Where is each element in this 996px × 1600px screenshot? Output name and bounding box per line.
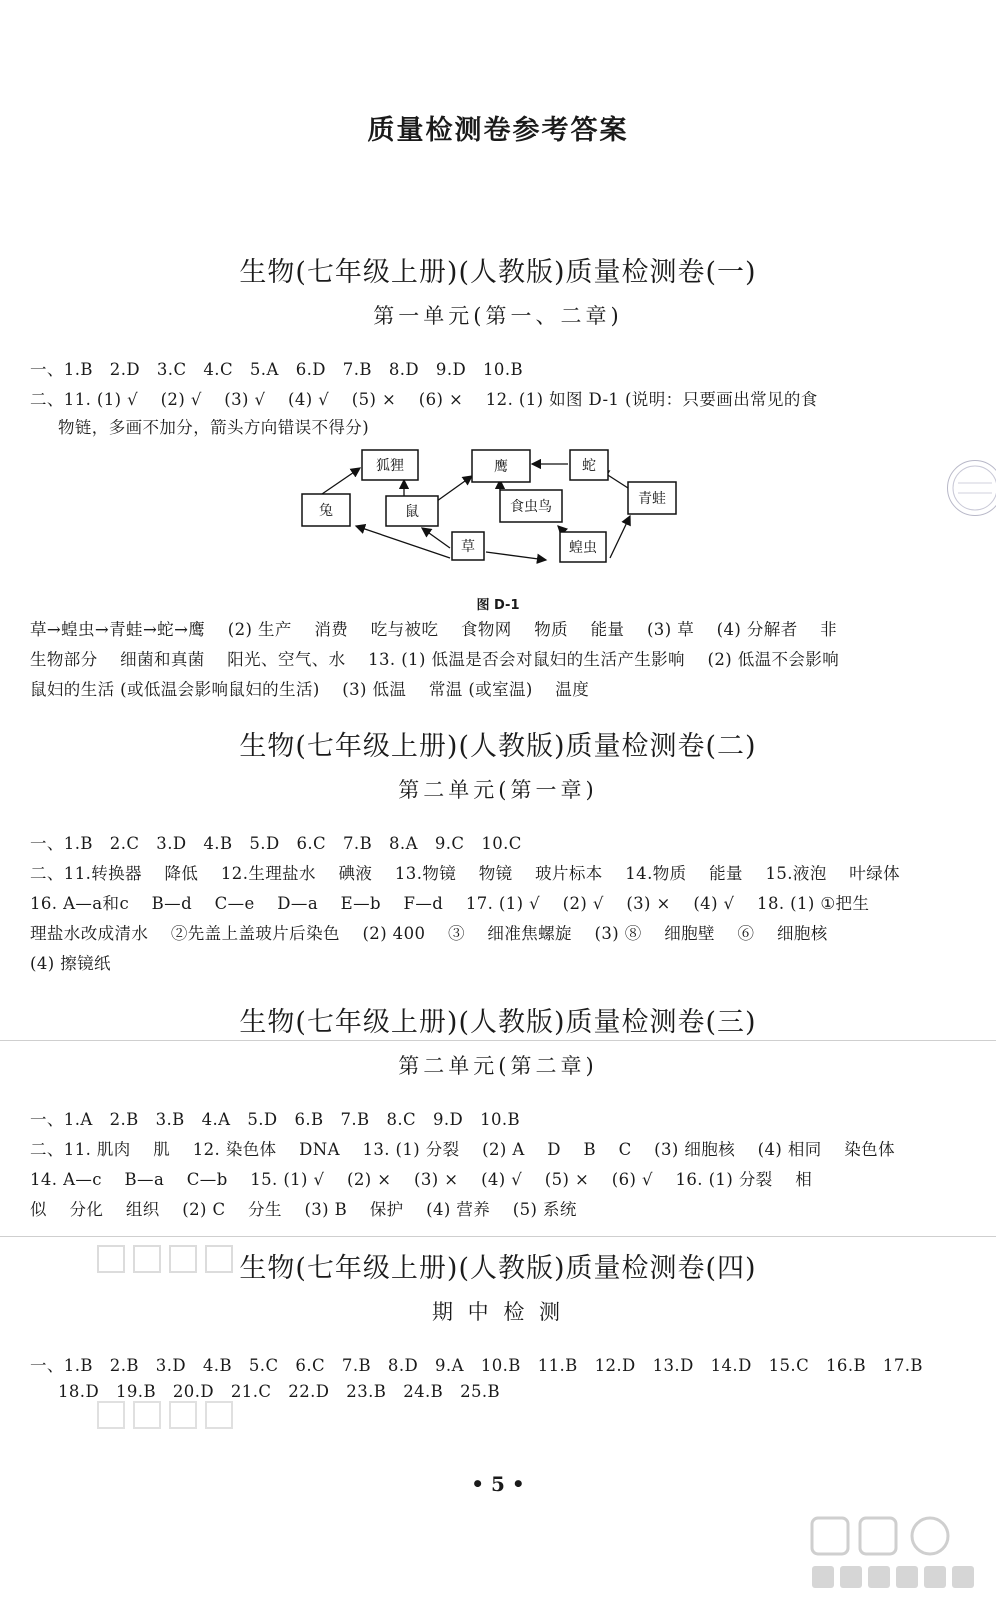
answer-line: 18.D 19.B 20.D 21.C 22.D 23.B 24.B 25.B — [58, 1382, 501, 1401]
arrow-locust-frog — [610, 516, 630, 558]
node-eagle: 鹰 — [494, 459, 508, 475]
answer-line: 14. A—c B—a C—b 15. (1) √ (2) × (3) × (4) √ (5) × (6) √ 16. (1) 分裂 相 — [30, 1170, 813, 1189]
stamp-icon — [948, 461, 996, 515]
arrow-grass-rabbit — [356, 526, 450, 558]
page-title: 质量检测卷参考答案 — [367, 115, 629, 146]
node-fox: 狐狸 — [376, 458, 404, 474]
arrow-grass-locust — [486, 552, 546, 560]
section-2-title: 生物(七年级上册)(人教版)质量检测卷(二) — [239, 731, 757, 762]
arrow-grass-mouse — [422, 528, 450, 548]
watermark-2-icon — [96, 1396, 246, 1436]
section-1-subtitle: 第一单元(第一、二章) — [373, 304, 623, 328]
food-web-diagram — [300, 446, 700, 596]
answer-line: 一、1.A 2.B 3.B 4.A 5.D 6.B 7.B 8.C 9.D 10.B — [30, 1110, 521, 1129]
answer-line: 似 分化 组织 (2) C 分生 (3) B 保护 (4) 营养 (5) 系统 — [30, 1200, 577, 1219]
watermark-text-2-icon — [96, 1396, 246, 1444]
section-3-subtitle: 第二单元(第二章) — [398, 1054, 598, 1078]
figure-caption: 图 D-1 — [476, 598, 520, 613]
answer-line: 二、11. (1) √ (2) √ (3) √ (4) √ (5) × (6) × 12. (1) 如图 D-1 (说明：只要画出常见的食 — [30, 390, 818, 409]
answer-line: 二、11. 肌肉 肌 12. 染色体 DNA 13. (1) 分裂 (2) A D B C (3) 细胞核 (4) 相同 染色体 — [30, 1140, 895, 1159]
section-4-subtitle: 期 中 检 测 — [431, 1300, 565, 1324]
answer-site-logo-icon — [802, 1512, 992, 1598]
answer-line: 一、1.B 2.C 3.D 4.B 5.D 6.C 7.B 8.A 9.C 10.C — [30, 834, 522, 853]
answer-line: 理盐水改成清水 ②先盖上盖玻片后染色 (2) 400 ③ 细准焦螺旋 (3) ⑧ 细胞壁 ⑥ 细胞核 — [30, 924, 828, 943]
answer-line: 二、11.转换器 降低 12.生理盐水 碘液 13.物镜 物镜 玻片标本 14.物质 能量 15.液泡 叶绿体 — [30, 864, 900, 883]
answer-line: 一、1.B 2.B 3.D 4.B 5.C 6.C 7.B 8.D 9.A 10.B 11.B 12.D 13.D 14.D 15.C 16.B 17.B — [30, 1356, 923, 1375]
scan-divider — [0, 1236, 996, 1237]
answer-line: 16. A—a和c B—d C—e D—a E—b F—d 17. (1) √ (2) √ (3) × (4) √ 18. (1) ①把生 — [30, 894, 870, 913]
scan-divider — [0, 1040, 996, 1041]
page-number: • 5 • — [471, 1472, 525, 1496]
node-grass: 草 — [461, 539, 475, 555]
watermark-stamp-icon — [947, 460, 996, 516]
answer-line: 鼠妇的生活 (或低温会影响鼠妇的生活) (3) 低温 常温 (或室温) 温度 — [30, 680, 590, 699]
section-1-title: 生物(七年级上册)(人教版)质量检测卷(一) — [239, 257, 757, 288]
node-frog: 青蛙 — [638, 491, 666, 507]
node-mouse: 鼠 — [405, 504, 419, 520]
answer-line: (4) 擦镜纸 — [30, 954, 111, 973]
node-rabbit: 兔 — [319, 503, 333, 519]
section-4-title: 生物(七年级上册)(人教版)质量检测卷(四) — [239, 1253, 757, 1284]
section-3-title: 生物(七年级上册)(人教版)质量检测卷(三) — [239, 1007, 757, 1038]
answer-line: 一、1.B 2.D 3.C 4.C 5.A 6.D 7.B 8.D 9.D 10.B — [30, 360, 523, 379]
section-2-subtitle: 第二单元(第一章) — [398, 778, 598, 802]
answer-line: 草→蝗虫→青蛙→蛇→鹰 (2) 生产 消费 吃与被吃 食物网 物质 能量 (3) 草 (4) 分解者 非 — [30, 620, 838, 639]
answer-line: 物链，多画不加分，箭头方向错误不得分) — [58, 418, 370, 437]
arrow-rabbit-fox — [322, 468, 360, 494]
node-snake: 蛇 — [582, 458, 596, 474]
watermark-text-1-icon — [96, 1240, 246, 1288]
answer-line: 生物部分 细菌和真菌 阳光、空气、水 13. (1) 低温是否会对鼠妇的生活产生影响 (2) 低温不会影响 — [30, 650, 840, 669]
watermark-1-icon — [96, 1240, 246, 1280]
node-locust: 蝗虫 — [569, 540, 597, 556]
node-bird: 食虫鸟 — [510, 499, 552, 515]
